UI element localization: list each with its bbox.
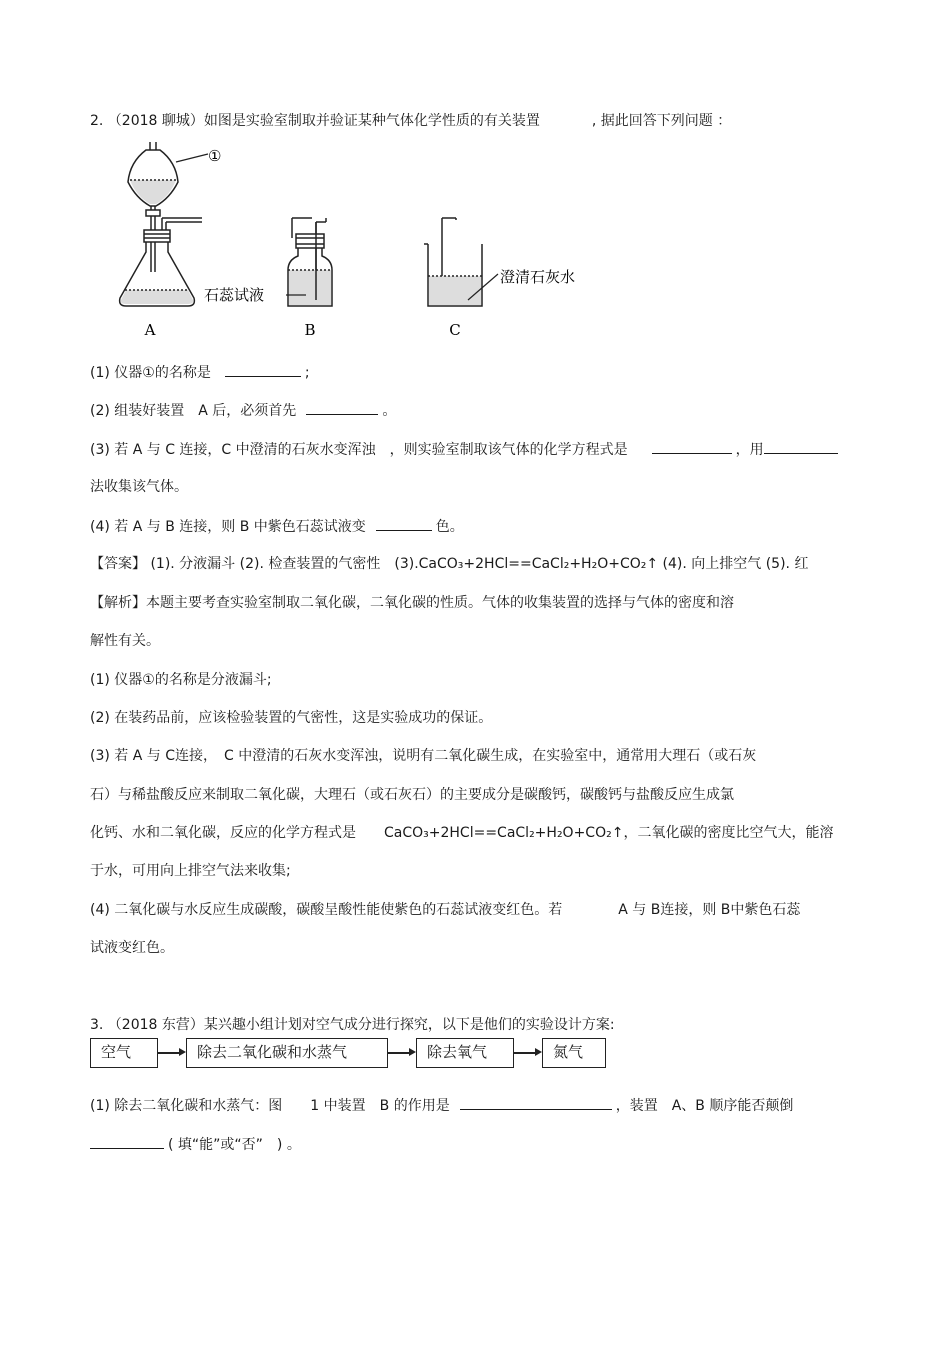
label-b: B (304, 321, 316, 339)
flow-diagram (88, 1035, 608, 1075)
flow-arrow-3 (514, 1052, 536, 1054)
q2-stem-tail: , 据此回答下列问题 ： (591, 113, 732, 129)
q2-part-4-end: 色。 (435, 519, 464, 535)
apparatus-b (288, 218, 332, 306)
marker-1: ① (208, 147, 222, 165)
answer-blank-1[interactable] (225, 362, 301, 377)
q2-analysis-3-cont3: 于水，可用向上排空气法来收集; (90, 863, 291, 879)
q2-part-3-text: (3) 若 A 与 C 连接，C 中澄清的石灰水变浑浊 ，则实验室制取该气体的化学方程式是 (90, 442, 628, 458)
q2-part-3-mid: ，用 (735, 442, 764, 458)
q2-part-4-text: (4) 若 A 与 B 连接，则 B 中紫色石蕊试液变 (90, 519, 366, 535)
flow-arrow-2 (388, 1052, 410, 1054)
answer-blank-3[interactable] (652, 439, 732, 454)
q2-analysis-3-cont1: 石）与稀盐酸反应来制取二氧化碳，大理石（或石灰石）的主要成分是碳酸钙，碳酸钙与盐酸反应生成氯 (90, 787, 734, 803)
flow-step-remove-oxygen: 除去氧气 (416, 1038, 514, 1068)
answer-blank-2[interactable] (306, 400, 378, 415)
q3-part-1-end: ( 填“能”或“否” ) 。 (168, 1137, 301, 1153)
q3-stem: 3. （2018 东营）某兴趣小组计划对空气成分进行探究，以下是他们的实验设计方案: (90, 1017, 615, 1033)
q3-part-1-mid: ，装置 A、B 顺序能否颠倒 (615, 1098, 794, 1114)
answer-blank-6[interactable] (460, 1095, 612, 1110)
q2-part-2-end: 。 (382, 403, 397, 419)
q2-part-4 (90, 516, 464, 537)
flow-step-nitrogen: 氮气 (542, 1038, 606, 1068)
answer-blank-4[interactable] (764, 439, 838, 454)
limewater-label: 澄清石灰水 (500, 268, 576, 286)
q2-part-1-end: ; (304, 365, 310, 381)
q2-stem-text: 2. （2018 聊城）如图是实验室制取并验证某种气体化学性质的有关装置 (90, 113, 540, 129)
apparatus-a (120, 142, 202, 306)
litmus-label: 石蕊试液 (204, 286, 265, 304)
q2-part-2-text: (2) 组装好装置 A 后，必须首先 (90, 403, 297, 419)
q2-answer: 【答案】 (1). 分液漏斗 (2). 检查装置的气密性 (3).CaCO₃+2HCl==CaCl₂+H₂O+CO₂↑ (4). 向上排空气 (5). 红 (90, 556, 809, 572)
label-a: A (144, 321, 156, 339)
q2-stem (90, 111, 731, 131)
answer-blank-7[interactable] (90, 1134, 164, 1149)
q3-part-1 (90, 1095, 793, 1116)
label-c: C (449, 321, 461, 339)
apparatus-c (424, 218, 482, 306)
q2-analysis-3-cont2: 化钙、水和二氧化碳，反应的化学方程式是 CaCO₃+2HCl==CaCl₂+H₂O+CO₂↑，二氧化碳的密度比空气大，能溶 (90, 825, 834, 841)
q2-analysis-cont: 解性有关。 (90, 633, 160, 649)
q2-analysis-4-cont: 试液变红色。 (90, 940, 174, 956)
flow-arrow-1 (158, 1052, 180, 1054)
q2-analysis-2: (2) 在装药品前，应该检验装置的气密性，这是实验成功的保证。 (90, 710, 493, 726)
q3-part-1-cont (90, 1134, 301, 1155)
q2-analysis: 【解析】本题主要考查实验室制取二氧化碳，二氧化碳的性质。气体的收集装置的选择与气体的密度和溶 (90, 595, 734, 611)
q2-analysis-3: (3) 若 A 与 C连接， C 中澄清的石灰水变浑浊，说明有二氧化碳生成，在实验室中，通常用大理石（或石灰 (90, 748, 757, 764)
q2-analysis-4: (4) 二氧化碳与水反应生成碳酸，碳酸呈酸性能使紫色的石蕊试液变红色。若 A 与 B连接，则 B中紫色石蕊 (90, 902, 801, 918)
q2-analysis-1: (1) 仪器①的名称是分液漏斗; (90, 672, 272, 688)
answer-blank-5[interactable] (376, 516, 432, 531)
q2-part-3 (90, 439, 842, 460)
q2-part-1 (90, 362, 310, 383)
flow-step-air: 空气 (90, 1038, 158, 1068)
q2-part-3-cont: 法收集该气体。 (90, 479, 188, 495)
flow-step-remove-co2-water: 除去二氧化碳和水蒸气 (186, 1038, 388, 1068)
q2-part-2 (90, 400, 396, 421)
q3-part-1-text: (1) 除去二氧化碳和水蒸气：图 1 中装置 B 的作用是 (90, 1098, 450, 1114)
q2-part-1-text: (1) 仪器①的名称是 (90, 365, 211, 381)
apparatus-figure (110, 140, 630, 345)
